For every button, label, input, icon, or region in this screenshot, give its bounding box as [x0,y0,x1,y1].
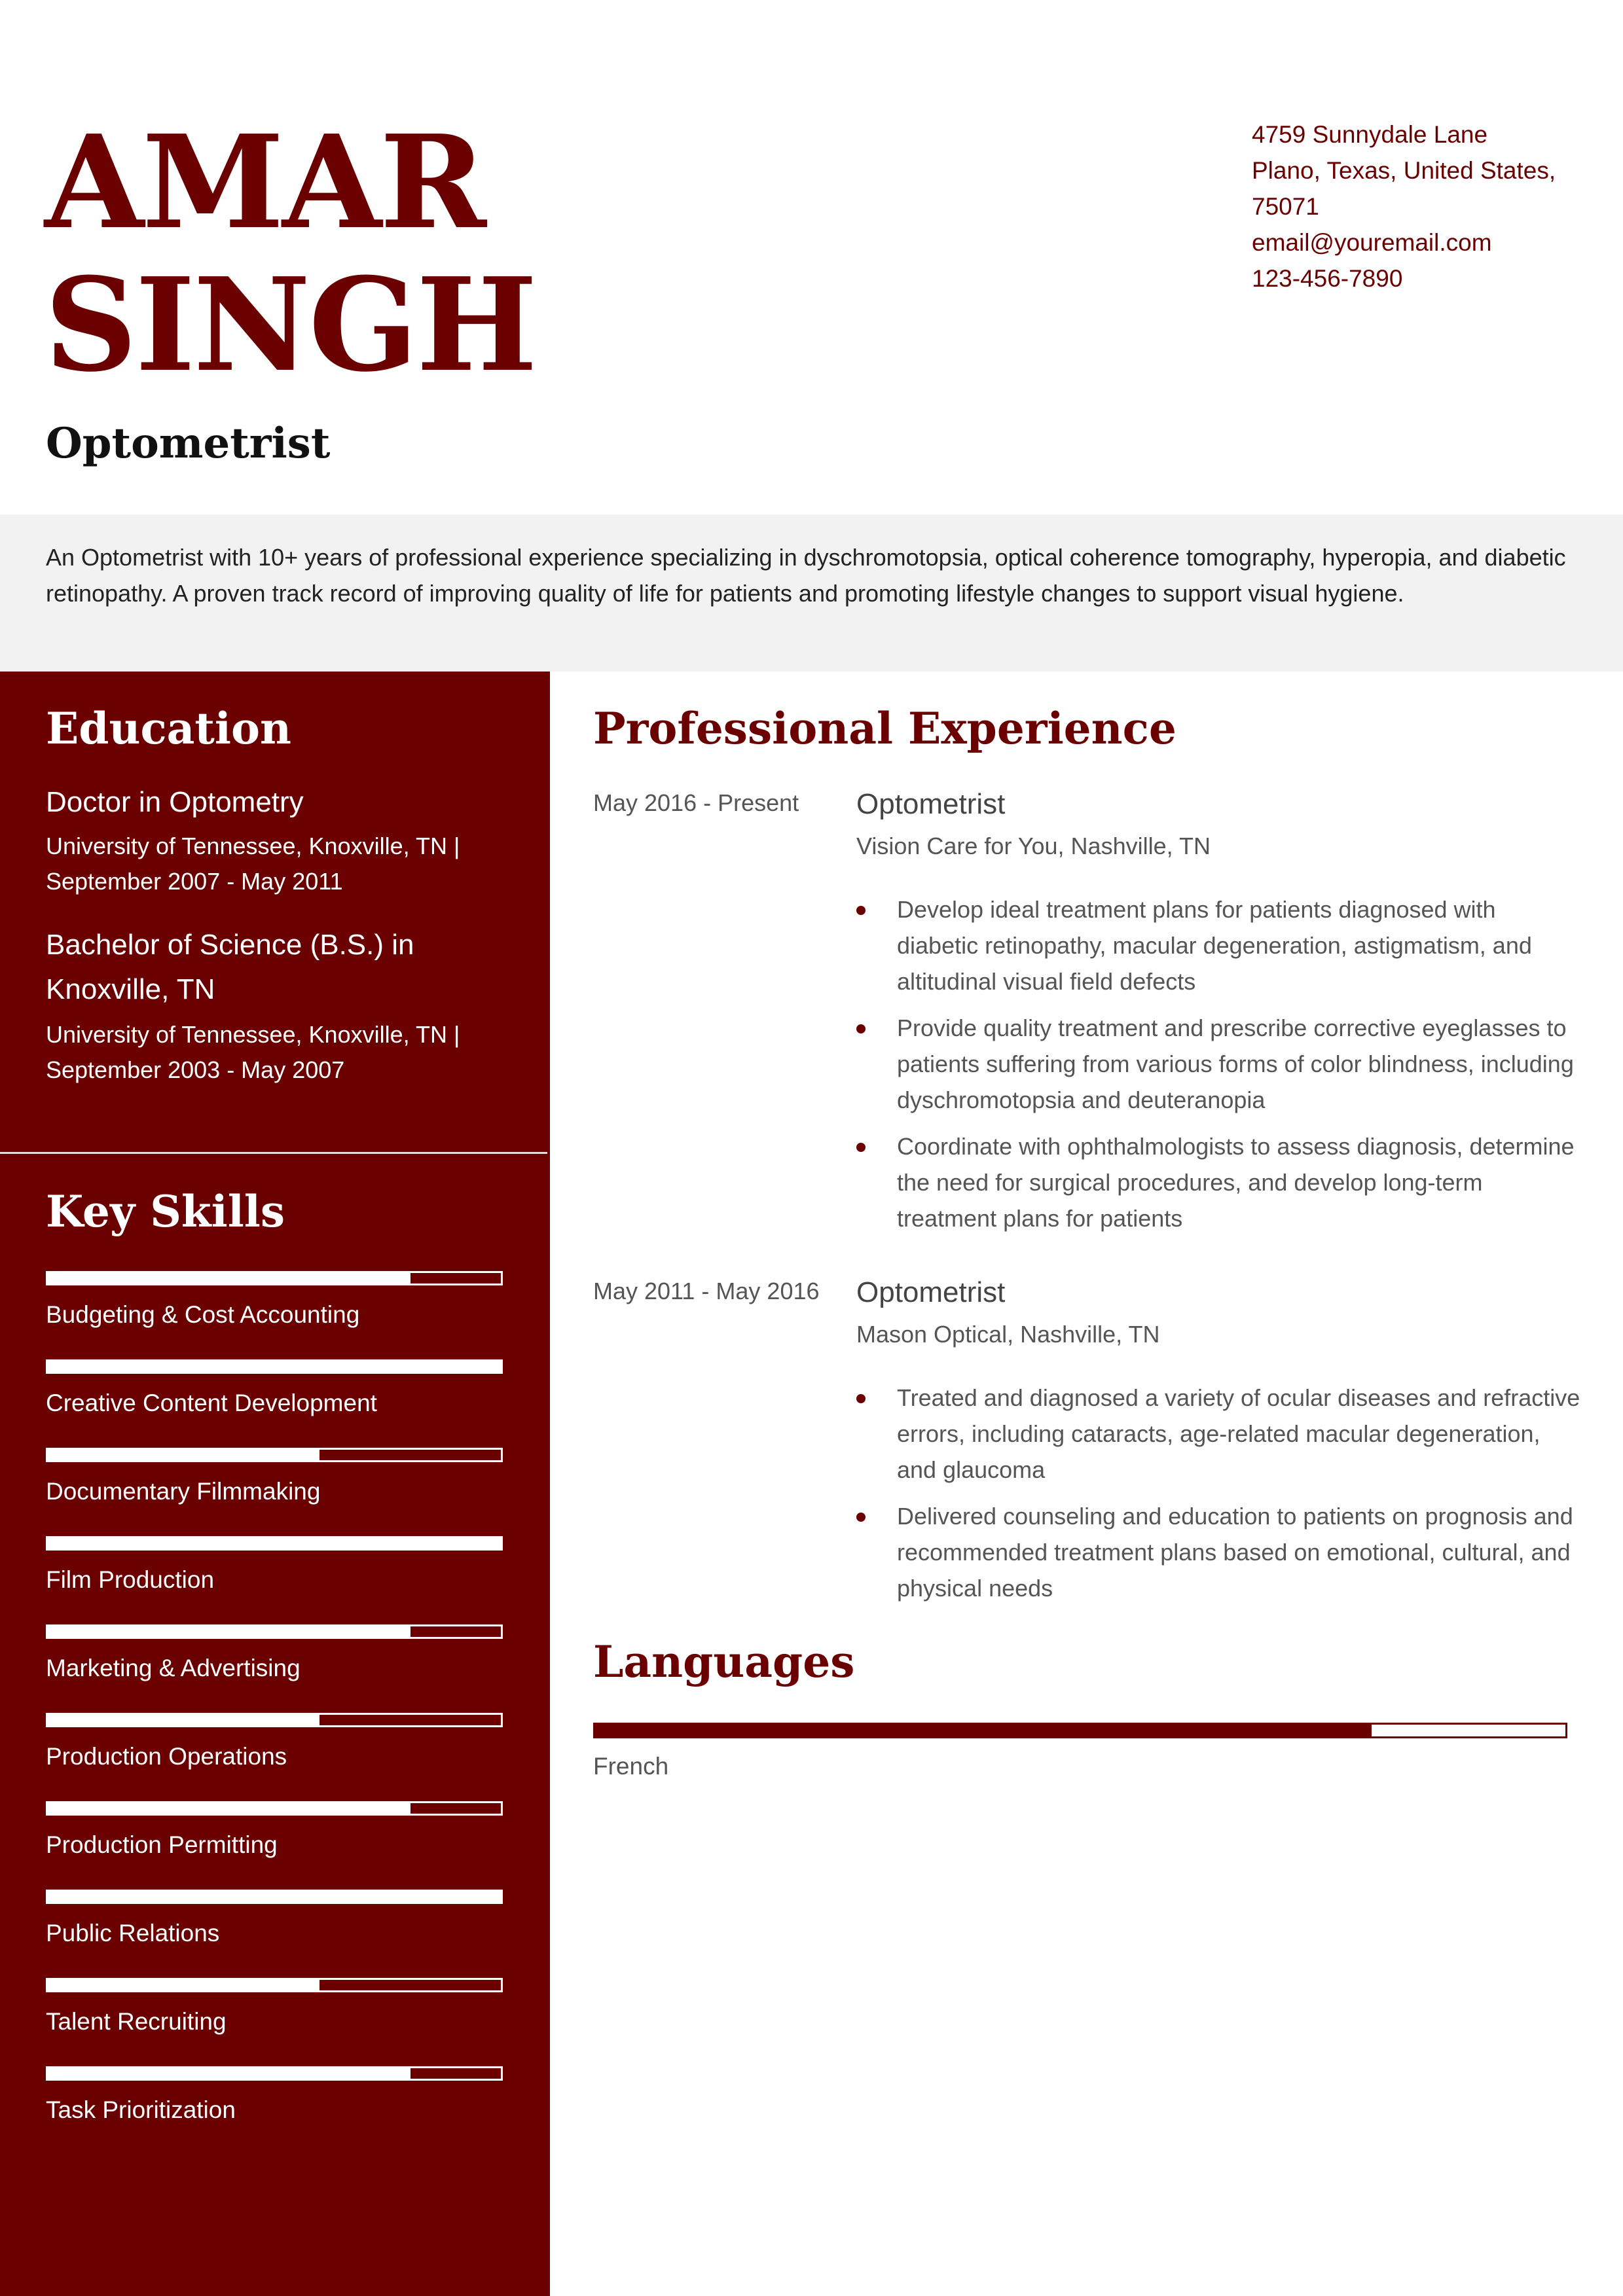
job-company: Mason Optical, Nashville, TN [856,1321,1160,1348]
job-bullets [856,1380,1583,1617]
skill-level-bar [46,1801,503,1816]
education-heading: Education [46,703,291,754]
skill-level-fill [48,1361,501,1372]
skill-label: Marketing & Advertising [46,1655,301,1681]
job-bullet [856,1380,1583,1488]
skill-level-fill [48,1892,501,1902]
sidebar [0,672,550,2296]
skill-level-fill [48,1980,319,1990]
job-bullet-text: Develop ideal treatment plans for patients diagnosed with diabetic retinopathy, macular degeneration, astigmatism, and altitudinal visual field defects [897,896,1532,995]
bullet-dot-icon [856,1024,866,1033]
languages-heading: Languages [593,1636,855,1687]
job-date: May 2016 - Present [593,789,799,816]
bullet-dot-icon [856,1143,866,1152]
skill-level-bar [46,2066,503,2081]
skill-level-bar [46,1448,503,1462]
skill-level-bar [46,1978,503,1992]
job-title: Optometrist [46,419,331,468]
skill-level-fill [48,1715,319,1725]
skill-level-fill [48,1273,410,1283]
skill-level-bar [46,1713,503,1727]
skill-level-bar [46,1271,503,1285]
education-meta: University of Tennessee, Knoxville, TN | September 2007 - May 2011 [46,833,460,895]
bullet-dot-icon [856,906,866,915]
skill-level-fill [48,2068,410,2079]
skill-level-fill [48,1450,319,1460]
language-level-fill [595,1725,1372,1736]
job-bullet-text: Coordinate with ophthalmologists to assess diagnosis, determine the need for surgical procedures, and develop long-term treatment plans for patients [897,1133,1575,1232]
summary: An Optometrist with 10+ years of professional experience specializing in dyschromotopsia, optical coherence tomography, hyperopia, and diabetic retinopathy. A proven track record of improving quality of life for patients and promoting lifestyle changes to support visual hygiene. [0,514,1623,672]
bullet-dot-icon [856,1394,866,1403]
sidebar-divider [0,1152,547,1154]
skills-heading: Key Skills [46,1186,285,1237]
education-degree: Doctor in Optometry [46,786,304,818]
last-name: SINGH [45,250,536,401]
experience-heading: Professional Experience [593,703,1176,754]
job-bullet [856,1128,1583,1236]
skill-label: Creative Content Development [46,1390,377,1416]
job-bullet-text: Delivered counseling and education to patients on prognosis and recommended treatment plans based on emotional, cultural, and physical needs [897,1503,1573,1602]
skill-level-fill [48,1538,501,1549]
skill-label: Documentary Filmmaking [46,1478,321,1505]
language-label: French [593,1753,669,1780]
skill-label: Production Operations [46,1743,287,1770]
language-level-bar [593,1723,1567,1738]
job-bullet [856,1498,1583,1606]
skill-level-bar [46,1536,503,1551]
address-line-1: 4759 Sunnydale Lane [1252,121,1488,148]
address-line-2: Plano, Texas, United States, 75071 [1252,157,1556,220]
job-bullet [856,1010,1583,1118]
education-meta: University of Tennessee, Knoxville, TN | September 2003 - May 2007 [46,1021,460,1083]
skill-label: Film Production [46,1566,215,1593]
contact-block [1252,117,1566,296]
skill-level-bar [46,1359,503,1374]
skill-label: Task Prioritization [46,2096,236,2123]
job-bullets [856,891,1583,1247]
skill-level-bar [46,1624,503,1639]
skill-label: Production Permitting [46,1831,278,1858]
skill-label: Talent Recruiting [46,2008,227,2035]
skill-level-fill [48,1626,410,1637]
education-degree: Bachelor of Science (B.S.) in Knoxville, TN [46,929,414,1005]
candidate-name [45,107,536,401]
job-date: May 2011 - May 2016 [593,1278,820,1304]
first-name: AMAR [45,107,484,258]
job-bullet [856,891,1583,999]
bullet-dot-icon [856,1513,866,1522]
job-company: Vision Care for You, Nashville, TN [856,833,1211,859]
job-role: Optometrist [856,788,1006,820]
skill-level-bar [46,1890,503,1904]
phone[interactable]: 123-456-7890 [1252,265,1403,292]
skill-level-fill [48,1803,410,1814]
skill-label: Budgeting & Cost Accounting [46,1301,360,1328]
email[interactable]: email@youremail.com [1252,229,1492,256]
job-bullet-text: Provide quality treatment and prescribe corrective eyeglasses to patients suffering from various forms of color blindness, including dyschromotopsia and deuteranopia [897,1014,1574,1113]
job-role: Optometrist [856,1276,1006,1308]
skill-label: Public Relations [46,1920,220,1946]
job-bullet-text: Treated and diagnosed a variety of ocular diseases and refractive errors, including cataracts, age-related macular degeneration, and glaucoma [897,1384,1580,1483]
